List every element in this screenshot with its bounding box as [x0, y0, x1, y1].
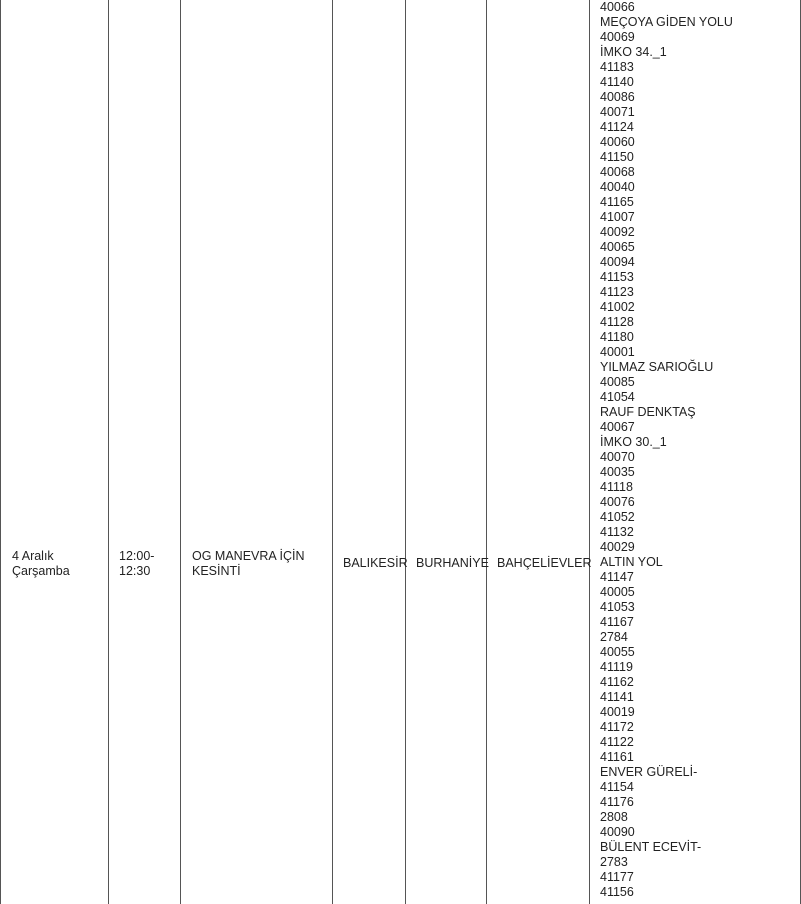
reason-line-2: KESİNTİ [192, 564, 241, 578]
street-item: 41172 [600, 720, 634, 734]
street-item: 41156 [600, 885, 634, 899]
street-item: 41177 [600, 870, 634, 884]
street-item: 41128 [600, 315, 634, 329]
street-item: 41167 [600, 615, 634, 629]
street-item: 40035 [600, 465, 635, 479]
street-item: 40060 [600, 135, 635, 149]
reason-line-1: OG MANEVRA İÇİN [192, 549, 305, 563]
street-item: 40070 [600, 450, 635, 464]
street-item: 41165 [600, 195, 634, 209]
street-item: 41150 [600, 150, 634, 164]
street-item: 41147 [600, 570, 634, 584]
column-divider [180, 0, 181, 904]
street-item: 41122 [600, 735, 634, 749]
street-item: 41132 [600, 525, 634, 539]
date-weekday: Çarşamba [12, 564, 70, 578]
street-item: 40067 [600, 420, 635, 434]
street-item: BÜLENT ECEVİT- [600, 840, 702, 854]
street-item: 41161 [600, 750, 634, 764]
street-item: 41183 [600, 60, 634, 74]
street-item: 40094 [600, 255, 635, 269]
street-item: 41052 [600, 510, 635, 524]
street-item: 40040 [600, 180, 635, 194]
table-border-left [0, 0, 1, 904]
street-item: 41154 [600, 780, 634, 794]
street-item: 40076 [600, 495, 635, 509]
street-item: 40068 [600, 165, 635, 179]
street-item: MEÇOYA GİDEN YOLU [600, 15, 733, 29]
time-start: 12:00- [119, 549, 155, 563]
street-item: YILMAZ SARIOĞLU [600, 360, 714, 374]
street-item: 41140 [600, 75, 634, 89]
time-cell [119, 549, 154, 579]
column-divider [332, 0, 333, 904]
street-item: 41180 [600, 330, 634, 344]
street-item: 41141 [600, 690, 634, 704]
street-item: 40071 [600, 105, 635, 119]
street-item: 41162 [600, 675, 634, 689]
column-divider [405, 0, 406, 904]
street-item: 41118 [600, 480, 633, 494]
column-divider [486, 0, 487, 904]
street-item: 41119 [600, 660, 633, 674]
street-item: 41053 [600, 600, 635, 614]
neighborhood-cell: BAHÇELİEVLER [497, 556, 592, 570]
street-item: İMKO 30._1 [600, 435, 667, 449]
street-item: 2784 [600, 630, 628, 644]
street-item: 41054 [600, 390, 635, 404]
street-item: 2808 [600, 810, 628, 824]
column-divider [108, 0, 109, 904]
street-item: 41007 [600, 210, 635, 224]
district-cell: BURHANİYE [416, 556, 489, 570]
street-item: 41124 [600, 120, 634, 134]
street-item: 40055 [600, 645, 635, 659]
street-item: 40069 [600, 30, 635, 44]
street-item: 41176 [600, 795, 634, 809]
city-cell: BALIKESİR [343, 556, 408, 570]
street-item: 41153 [600, 270, 634, 284]
date-day: 4 Aralık [12, 549, 54, 563]
time-end: 12:30 [119, 564, 151, 578]
street-item: 40066 [600, 0, 635, 14]
street-item: RAUF DENKTAŞ [600, 405, 696, 419]
reason-cell [192, 549, 305, 579]
street-list [600, 0, 733, 900]
street-item: ENVER GÜRELİ- [600, 765, 698, 779]
street-item: İMKO 34._1 [600, 45, 667, 59]
date-cell [12, 549, 70, 579]
street-item: 40001 [600, 345, 635, 359]
street-item: 41123 [600, 285, 634, 299]
street-item: 40085 [600, 375, 635, 389]
street-item: 40005 [600, 585, 635, 599]
street-item: 40029 [600, 540, 635, 554]
street-item: 40092 [600, 225, 635, 239]
street-item: 40065 [600, 240, 635, 254]
street-item: 40090 [600, 825, 635, 839]
street-item: ALTIN YOL [600, 555, 663, 569]
street-item: 40019 [600, 705, 635, 719]
column-divider [589, 0, 590, 904]
street-item: 2783 [600, 855, 628, 869]
street-item: 40086 [600, 90, 635, 104]
street-item: 41002 [600, 300, 635, 314]
